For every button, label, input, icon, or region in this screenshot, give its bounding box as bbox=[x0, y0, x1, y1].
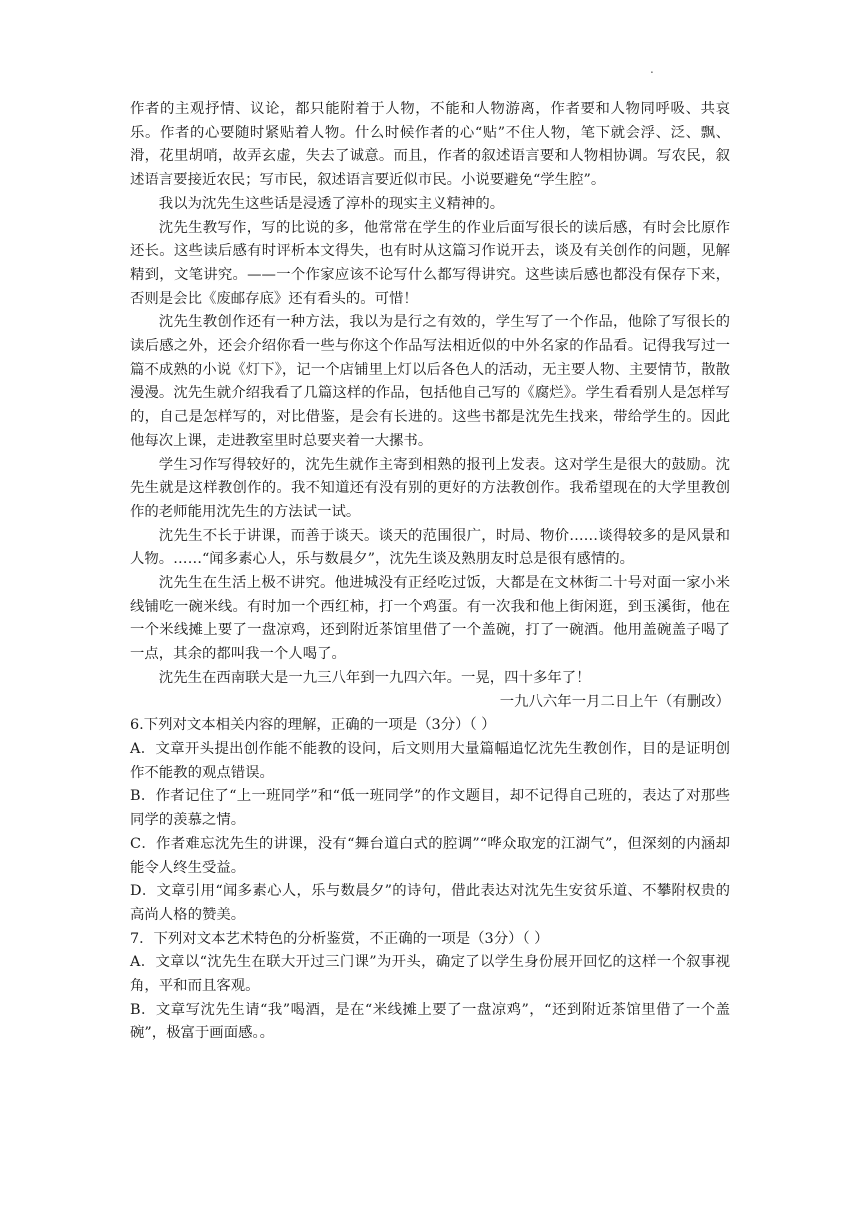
article-paragraph: 沈先生教写作，写的比说的多，他常常在学生的作业后面写很长的读后感，有时会比原作还长。这些读后感有时评析本文得失，也有时从这篇习作说开去，谈及有关创作的问题，见解精到，文笔讲究。——一个作家应该不论写什么都写得讲究。这些读后感也都没有保存下来，否则是会比《废邮存底》还有看头的。可惜！ bbox=[130, 219, 730, 307]
question-7-stem: 7．下列对文本艺术特色的分析鉴赏，不正确的一项是（3分）（ ） bbox=[130, 930, 549, 947]
article-paragraph: 沈先生教创作还有一种方法，我以为是行之有效的，学生写了一个作品，他除了写很长的读后感之外，还会介绍你看一些与你这个作品写法相近似的中外名家的作品看。记得我写过一篇不成熟的小说《灯下》，记一个店铺里上灯以后各色人的活动，无主要人物、主要情节，散散漫漫。沈先生就介绍我看了几篇这样的作品，包括他自己写的《腐烂》。学生看看别人是怎样写的，自己是怎样写的，对比借鉴，是会有长进的。这些书都是沈先生找来，带给学生的。因此他每次上课，走进教室里时总要夹着一大摞书。 bbox=[130, 314, 730, 449]
questions-section bbox=[130, 714, 730, 1046]
question-6-option-c: C．作者难忘沈先生的讲课，没有“舞台道白式的腔调”“哗众取宠的江湖气”，但深刻的内涵却能令人终生受益。 bbox=[130, 835, 730, 876]
question-6-option-d: D．文章引用“闻多素心人，乐与数晨夕”的诗句，借此表达对沈先生安贫乐道、不攀附权贵的高尚人格的赞美。 bbox=[130, 883, 730, 923]
article-paragraph: 沈先生在西南联大是一九三八年到一九四六年。一晃，四十多年了！ bbox=[158, 669, 591, 686]
article-body bbox=[130, 98, 730, 714]
question-7-option-b: B．文章写沈先生请“我”喝酒，是在“米线摊上要了一盘凉鸡”，“还到附近茶馆里借了一个盖碗”，极富于画面感。。 bbox=[130, 1001, 730, 1042]
question-6-option-b: B．作者记住了“上一班同学”和“低一班同学”的作文题目，却不记得自己班的，表达了对那些同学的羡慕之情。 bbox=[130, 788, 730, 829]
article-paragraph: 我以为沈先生这些话是浸透了淳朴的现实主义精神的。 bbox=[158, 195, 505, 212]
header-mark: . bbox=[650, 62, 654, 76]
article-date-line: 一九八六年一月二日上午（有删改） bbox=[499, 693, 730, 710]
article-paragraph: 作者的主观抒情、议论，都只能附着于人物，不能和人物游离，作者要和人物同呼吸、共哀乐。作者的心要随时紧贴着人物。什么时候作者的心“贴”不住人物，笔下就会浮、泛、飘、滑，花里胡哨，故弄玄虚，失去了诚意。而且，作者的叙述语言要和人物相协调。写农民，叙述语言要接近农民；写市民，叙述语言要近似市民。小说要避免“学生腔”。 bbox=[130, 101, 730, 189]
question-6-option-a: A．文章开头提出创作能不能教的设问，后文则用大量篇幅追忆沈先生教创作，目的是证明创作不能教的观点错误。 bbox=[130, 740, 730, 781]
document-page bbox=[130, 98, 730, 1046]
article-paragraph: 沈先生在生活上极不讲究。他进城没有正经吃过饭，大都是在文林街二十号对面一家小米线铺吃一碗米线。有时加一个西红柿，打一个鸡蛋。有一次我和他上街闲逛，到玉溪街，他在一个米线摊上要了一盘凉鸡，还到附近茶馆里借了一个盖碗，打了一碗酒。他用盖碗盖子喝了一点，其余的都叫我一个人喝了。 bbox=[130, 575, 730, 663]
question-7-option-a: A．文章以“沈先生在联大开过三门课”为开头，确定了以学生身份展开回忆的这样一个叙事视角，平和而且客观。 bbox=[130, 954, 730, 995]
question-6-stem: 6.下列对文本相关内容的理解，正确的一项是（3分）（ ） bbox=[130, 717, 496, 734]
article-paragraph: 学生习作写得较好的，沈先生就作主寄到相熟的报刊上发表。这对学生是很大的鼓励。沈先生就是这样教创作的。我不知道还有没有别的更好的方法教创作。我希望现在的大学里教创作的老师能用沈先生的方法试一试。 bbox=[130, 456, 730, 520]
article-paragraph: 沈先生不长于讲课，而善于谈天。谈天的范围很广，时局、物价……谈得较多的是风景和人物。……“闻多素心人，乐与数晨夕”，沈先生谈及熟朋友时总是很有感情的。 bbox=[130, 527, 730, 568]
